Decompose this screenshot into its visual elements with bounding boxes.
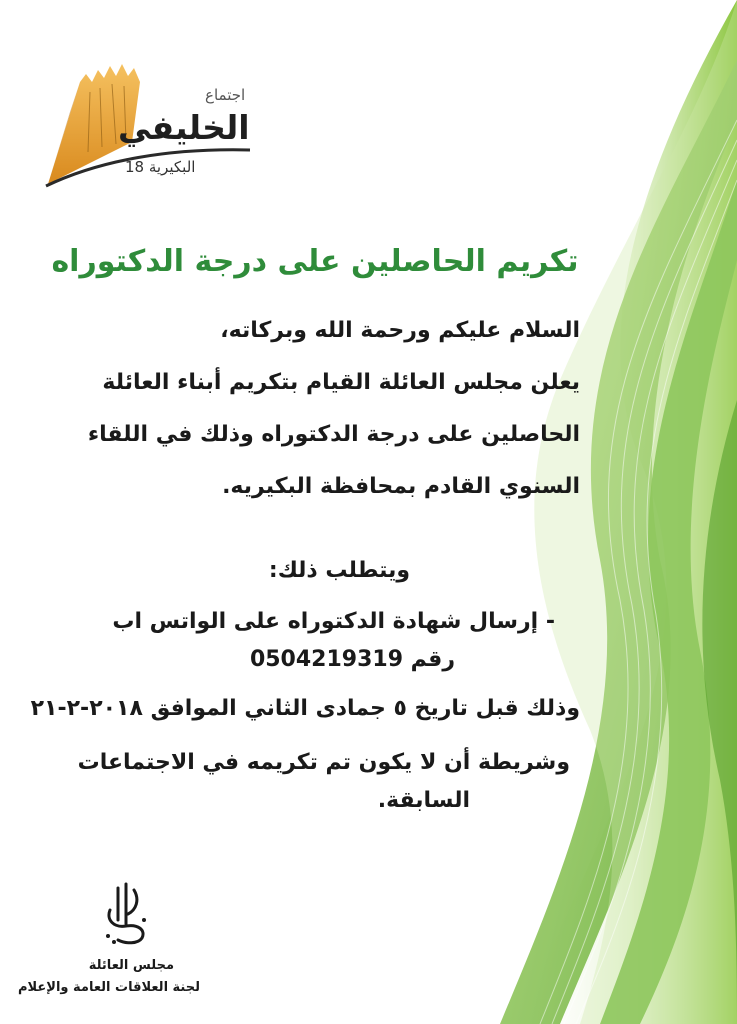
intro-line: الحاصلين على درجة الدكتوراه وذلك في اللقاء bbox=[87, 422, 580, 447]
logo-text-location-year: البكيرية 18 bbox=[125, 158, 196, 176]
deadline-text bbox=[30, 690, 580, 728]
condition-line: وشريطة أن لا يكون تم تكريمه في الاجتماعات bbox=[77, 750, 570, 775]
condition-line: السابقة. bbox=[377, 788, 470, 813]
intro-line: يعلن مجلس العائلة القيام بتكريم أبناء العائلة bbox=[102, 370, 580, 395]
logo-text-gathering: اجتماع bbox=[205, 86, 246, 104]
intro-paragraph bbox=[80, 312, 580, 506]
whatsapp-number: رقم 0504219319 bbox=[249, 647, 455, 672]
announcement-title: تكريم الحاصلين على درجة الدكتوراه bbox=[51, 244, 579, 279]
requirement-line: - إرسال شهادة الدكتوراه على الواتس اب bbox=[112, 609, 555, 634]
condition-text bbox=[70, 744, 570, 820]
intro-line: السلام عليكم ورحمة الله وبركاته، bbox=[220, 318, 580, 343]
footer-council-name: مجلس العائلة bbox=[88, 958, 174, 973]
calligraphy-emblem-icon bbox=[96, 880, 158, 950]
deadline-line: وذلك قبل تاريخ ٥ جمادى الثاني الموافق ٢٠١٨-٢-٢١ bbox=[30, 696, 580, 721]
intro-line: السنوي القادم بمحافظة البكيريه. bbox=[222, 474, 580, 499]
requirement-item bbox=[70, 603, 555, 679]
logo-text-family-name: الخليفي bbox=[118, 108, 250, 147]
footer-committee-name: لجنة العلاقات العامة والإعلام bbox=[17, 980, 200, 995]
requirements-heading: ويتطلب ذلك: bbox=[268, 558, 410, 583]
